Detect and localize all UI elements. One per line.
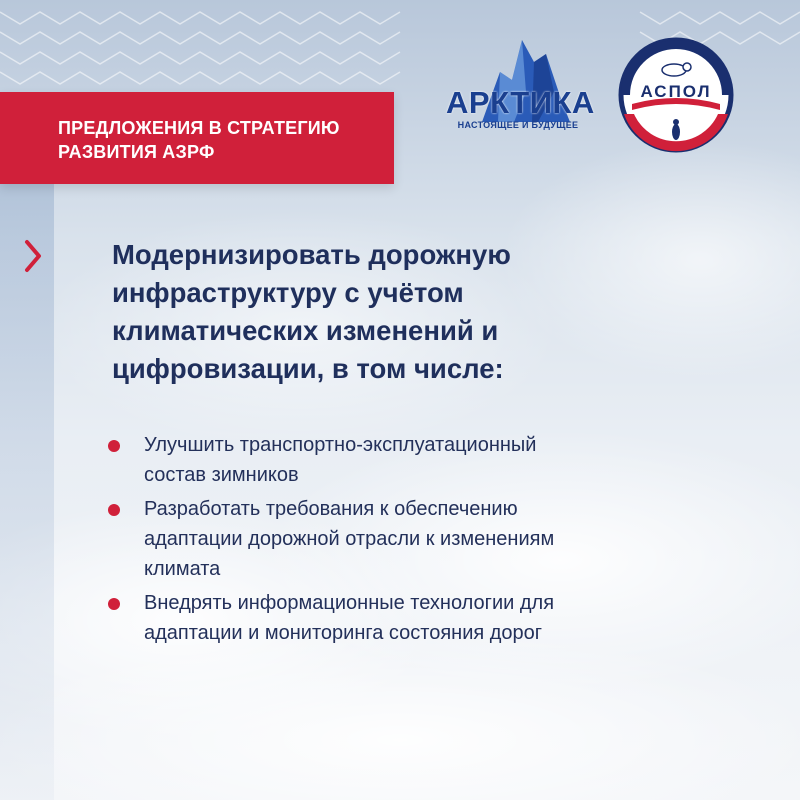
banner-line-2: РАЗВИТИЯ АЗРФ xyxy=(58,142,215,162)
headline-line: Модернизировать дорожную xyxy=(112,239,511,270)
bullet-line: состав зимников xyxy=(144,464,299,486)
chevron-right-icon xyxy=(22,238,44,274)
arktika-subtitle: НАСТОЯЩЕЕ И БУДУЩЕЕ xyxy=(457,120,579,130)
list-item xyxy=(108,430,708,490)
bullet-line: адаптации и мониторинга состояния дорог xyxy=(144,622,543,644)
headline xyxy=(112,236,592,388)
list-item xyxy=(108,494,708,584)
aspol-label: АСПОЛ xyxy=(640,82,712,101)
list-item xyxy=(108,588,708,648)
bullet-line: Внедрять информационные технологии для xyxy=(144,592,555,614)
dot-icon xyxy=(108,440,120,452)
headline-line: цифровизации, в том числе: xyxy=(112,353,504,384)
banner-title xyxy=(58,116,378,164)
bullet-line: Разработать требования к обеспечению xyxy=(144,498,518,520)
bullet-line: климата xyxy=(144,558,221,580)
bullet-list xyxy=(108,430,708,652)
bullet-line: Улучшить транспортно-эксплуатационный xyxy=(144,434,537,456)
dot-icon xyxy=(108,504,120,516)
headline-line: климатических изменений и xyxy=(112,315,499,346)
banner-line-1: ПРЕДЛОЖЕНИЯ В СТРАТЕГИЮ xyxy=(58,118,340,138)
dot-icon xyxy=(108,598,120,610)
headline-line: инфраструктуру с учётом xyxy=(112,277,464,308)
arktika-title: АРКТИКА xyxy=(446,85,595,120)
bullet-line: адаптации дорожной отрасли к изменениям xyxy=(144,528,555,550)
